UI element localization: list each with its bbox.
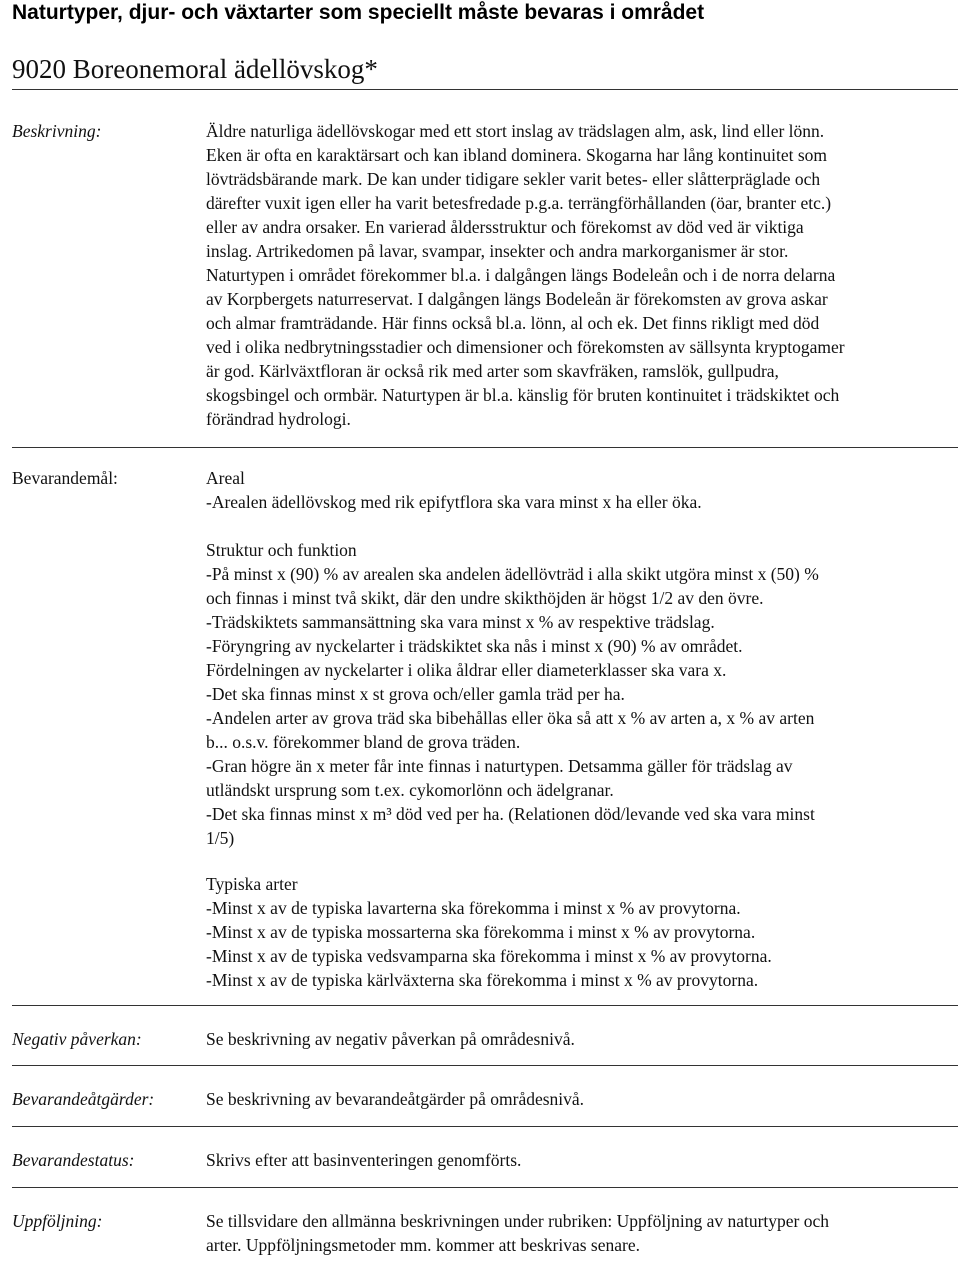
section-divider: [12, 1005, 958, 1006]
text-line: Eken är ofta en karaktärsart och kan ibland dominera. Skogarna har lång kontinuitet som: [206, 145, 828, 165]
text-line: -Föryngring av nyckelarter i trädskiktet ska nås i minst x (90) % av området.: [206, 636, 743, 656]
text-line: -Andelen arter av grova träd ska bibehållas eller öka så att x % av arten a, x % av arten: [206, 708, 815, 728]
section-divider: [12, 1126, 958, 1127]
bevarandemal-label: Bevarandemål:: [12, 468, 118, 488]
struktur-heading: Struktur och funktion: [206, 540, 357, 560]
text-line: b... o.s.v. förekommer bland de grova träden.: [206, 732, 521, 752]
section-divider: [12, 447, 958, 448]
habitat-title: 9020 Boreonemoral ädellövskog*: [12, 54, 378, 84]
text-line: är god. Kärlväxtfloran är också rik med arter som skavfräken, ramslök, gullpudra,: [206, 361, 779, 381]
beskrivning-label: Beskrivning:: [12, 121, 102, 141]
text-line: skogsbingel och ormbär. Naturtypen är bl.a. känslig för bruten kontinuitet i trädskiktet och: [206, 385, 840, 405]
text-line: Naturtypen i området förekommer bl.a. i dalgången längs Bodeleån och i de norra delarna: [206, 265, 836, 285]
bevarandeatgarder-label: Bevarandeåtgärder:: [12, 1089, 155, 1109]
text-line: -Det ska finnas minst x st grova och/eller gamla träd per ha.: [206, 684, 625, 704]
bevarandeatgarder-text: Se beskrivning av bevarandeåtgärder på områdesnivå.: [206, 1089, 585, 1109]
text-line: 1/5): [206, 828, 235, 848]
text-line: -Arealen ädellövskog med rik epifytflora ska vara minst x ha eller öka.: [206, 492, 702, 512]
areal-heading: Areal: [206, 468, 245, 488]
bevarandestatus-label: Bevarandestatus:: [12, 1150, 135, 1170]
section-divider: [12, 1065, 958, 1066]
bevarandestatus-text: Skrivs efter att basinventeringen genomförts.: [206, 1150, 522, 1170]
text-line: -Det ska finnas minst x m³ död ved per ha. (Relationen död/levande ved ska vara minst: [206, 804, 815, 824]
text-line: utländskt ursprung som t.ex. cykomorlönn och ädelgranar.: [206, 780, 614, 800]
text-line: Äldre naturliga ädellövskogar med ett stort inslag av trädslagen alm, ask, lind eller lönn.: [206, 121, 825, 141]
text-line: -Minst x av de typiska mossarterna ska förekomma i minst x % av provytorna.: [206, 922, 756, 942]
title-divider: [12, 89, 958, 90]
beskrivning-text: [206, 119, 958, 431]
uppfoljning-label: Uppföljning:: [12, 1211, 103, 1231]
text-line: lövträdsbärande mark. De kan under tidigare sekler varit betes- eller slåtterpräglade och: [206, 169, 821, 189]
text-line: inslag. Artrikedomen på lavar, svampar, insekter och andra markorganismer är stor.: [206, 241, 789, 261]
text-line: -På minst x (90) % av arealen ska andelen ädellövträd i alla skikt utgöra minst x (50) %: [206, 564, 819, 584]
page-heading: Naturtyper, djur- och växtarter som speciellt måste bevaras i området: [12, 1, 705, 24]
text-line: -Minst x av de typiska kärlväxterna ska förekomma i minst x % av provytorna.: [206, 970, 759, 990]
areal-block: [206, 466, 958, 514]
text-line: Fördelningen av nyckelarter i olika åldrar eller diameterklasser ska vara x.: [206, 660, 727, 680]
text-line: ved i olika nedbrytningsstadier och dimensioner och förekomsten av sällsynta kryptogamer: [206, 337, 845, 357]
section-divider: [12, 1187, 958, 1188]
text-line: arter. Uppföljningsmetoder mm. kommer att beskrivas senare.: [206, 1235, 640, 1255]
text-line: -Minst x av de typiska vedsvamparna ska förekomma i minst x % av provytorna.: [206, 946, 772, 966]
struktur-block: [206, 538, 958, 850]
text-line: -Trädskiktets sammansättning ska vara minst x % av respektive trädslag.: [206, 612, 715, 632]
text-line: av Korpbergets naturreservat. I dalgången längs Bodeleån är förekomsten av grova askar: [206, 289, 828, 309]
text-line: eller av andra orsaker. En varierad åldersstruktur och förekomst av död ved är viktiga: [206, 217, 804, 237]
typiska-arter-block: [206, 872, 958, 992]
typiska-arter-heading: Typiska arter: [206, 874, 298, 894]
text-line: och finnas i minst två skikt, där den undre skikthöjden är högst 1/2 av den övre.: [206, 588, 764, 608]
text-line: -Gran högre än x meter får inte finnas i naturtypen. Detsamma gäller för trädslag av: [206, 756, 793, 776]
negativ-paverkan-label: Negativ påverkan:: [12, 1029, 142, 1049]
text-line: och almar framträdande. Här finns också bl.a. lönn, al och ek. Det finns rikligt med död: [206, 313, 820, 333]
text-line: därefter vuxit igen eller ha varit betesfredade p.g.a. terrängförhållanden (öar, branter etc.): [206, 193, 832, 213]
text-line: Se tillsvidare den allmänna beskrivningen under rubriken: Uppföljning av naturtyper och: [206, 1211, 830, 1231]
text-line: förändrad hydrologi.: [206, 409, 351, 429]
negativ-paverkan-text: Se beskrivning av negativ påverkan på områdesnivå.: [206, 1029, 575, 1049]
text-line: -Minst x av de typiska lavarterna ska förekomma i minst x % av provytorna.: [206, 898, 741, 918]
uppfoljning-text: [206, 1209, 958, 1257]
